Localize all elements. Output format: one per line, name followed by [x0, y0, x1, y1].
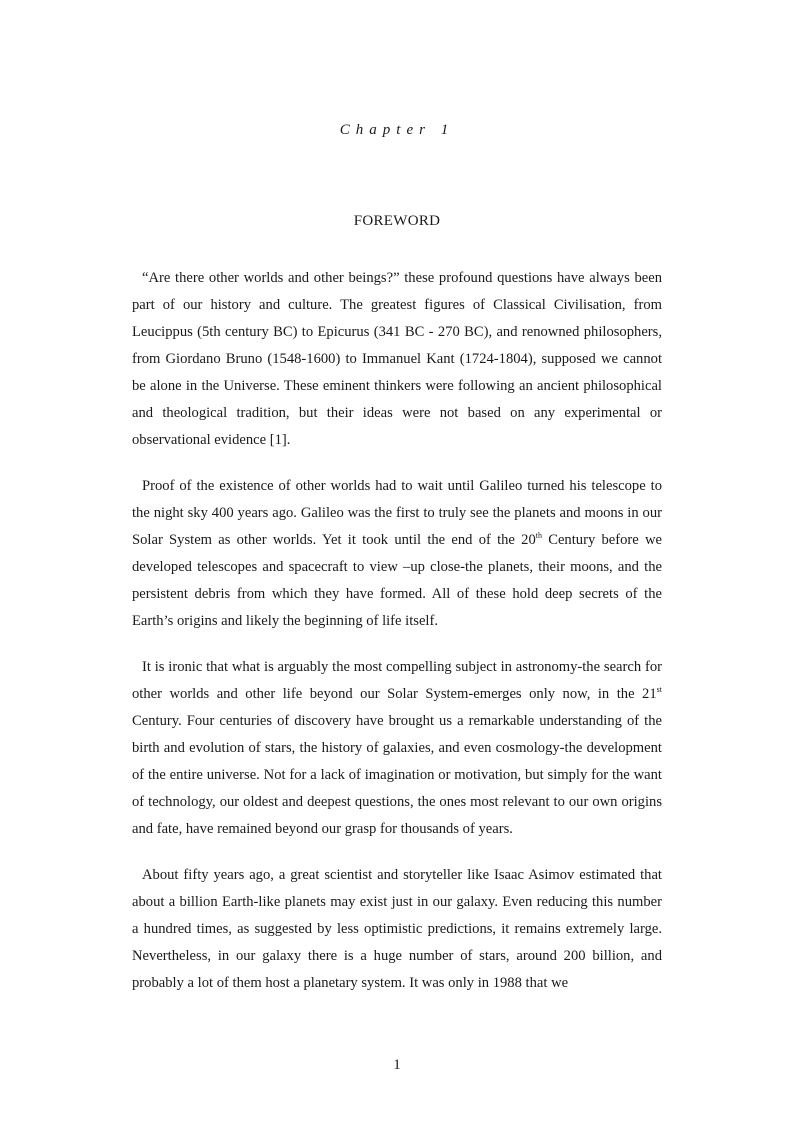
paragraph-2 [132, 473, 662, 635]
page-number: 1 [393, 1057, 401, 1073]
paragraph-2-text-before: Proof of the existence of other worlds had to wait until Galileo turned his telescope to the night sky 400 years ago. Galileo was the first to truly see the planets and moons in our Solar System as other worlds. Yet it took until the end of the 20 [132, 478, 662, 548]
paragraph-4: About fifty years ago, a great scientist and storyteller like Isaac Asimov estimated that about a billion Earth-like planets may exist just in our galaxy. Even reducing this number a hundred times, as suggested by less optimistic predictions, it remains extremely large. Nevertheless, in our galaxy there is a huge number of stars, around 200 billion, and probably a lot of them host a planetary system. It was only in 1988 that we [132, 867, 662, 991]
paragraph-3-text-after: Century. Four centuries of discovery have brought us a remarkable understanding of the birth and evolution of stars, the history of galaxies, and even cosmology-the development of the entire universe. Not for a lack of imagination or motivation, but simply for the want of technology, our oldest and deepest questions, the ones most relevant to our own origins and fate, have remained beyond our grasp for thousands of years. [132, 713, 662, 837]
paragraph-2-superscript: th [535, 531, 542, 540]
paragraph-3-superscript: st [656, 685, 662, 694]
paragraph-1: “Are there other worlds and other beings?” these profound questions have always been part of our history and culture. The greatest figures of Classical Civilisation, from Leucippus (5th century BC) to Epicurus (341 BC - 270 BC), and renowned philosophers, from Giordano Bruno (1548-1600) to Immanuel Kant (1724-1804), supposed we cannot be alone in the Universe. These eminent thinkers were following an ancient philosophical and theological tradition, but their ideas were not based on any experimental or observational evidence [1]. [132, 270, 662, 448]
chapter-heading: Chapter 1 [339, 122, 455, 138]
paragraph-3-text-before: It is ironic that what is arguably the most compelling subject in astronomy-the search for other worlds and other life beyond our Solar System-emerges only now, in the 21 [132, 659, 662, 702]
body-text [132, 265, 662, 1016]
section-title: FOREWORD [353, 213, 441, 229]
paragraph-3 [132, 654, 662, 843]
paragraph-2-text-after: Century before we developed telescopes and spacecraft to view –up close-the planets, their moons, and the persistent debris from which they have formed. All of these hold deep secrets of the Earth’s origins and likely the beginning of life itself. [132, 532, 662, 629]
